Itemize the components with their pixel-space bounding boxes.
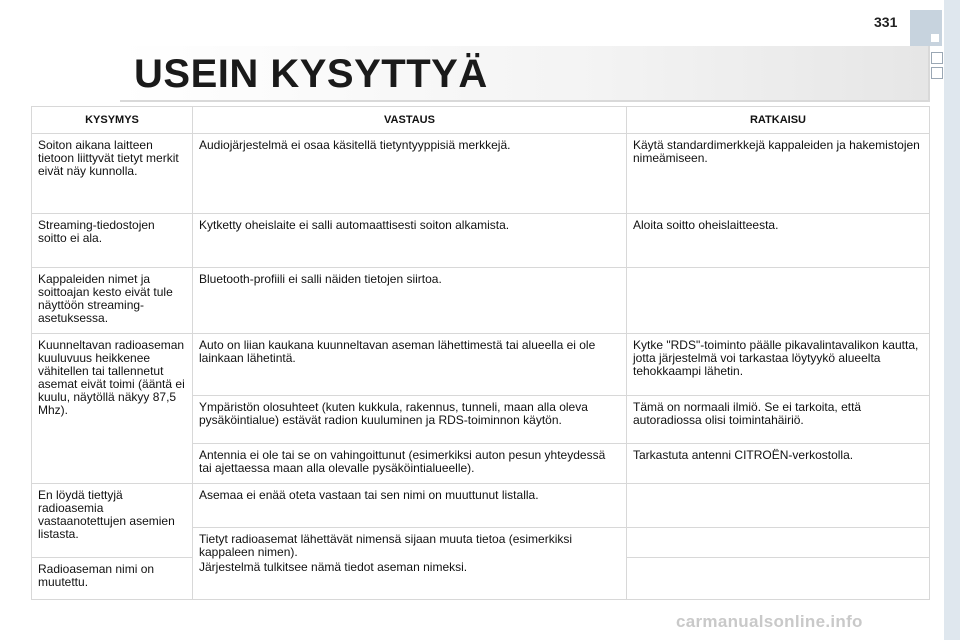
answer-text: Järjestelmä tulkitsee nämä tiedot aseman nimeksi. — [199, 560, 468, 574]
question-cell: Soiton aikana laitteen tietoon liittyvät tietyt merkit eivät näy kunnolla. — [32, 134, 193, 214]
answer-cell: Ympäristön olosuhteet (kuten kukkula, rakennus, tunneli, maan alla oleva pysäköintialue) estävät radion kuuluminen ja RDS-toiminnon käytön. — [193, 396, 627, 444]
solution-cell: Käytä standardimerkkejä kappaleiden ja hakemistojen nimeämiseen. — [627, 134, 930, 214]
solution-cell: Kytke "RDS"-toiminto päälle pikavalintavalikon kautta, jotta järjestelmä voi tarkastaa löytyykö alueelta tehokkaampi lähetin. — [627, 334, 930, 396]
answer-cell: Kytketty oheislaite ei salli automaattisesti soiton alkamista. — [193, 214, 627, 268]
faq-table — [31, 106, 930, 600]
table-row — [32, 134, 930, 214]
table-row — [32, 484, 930, 528]
question-cell: Kappaleiden nimet ja soittoajan kesto eivät tule näyttöön streaming-asetuksessa. — [32, 268, 193, 334]
watermark-logo: carmanualsonline.info — [676, 612, 863, 631]
table-row — [32, 334, 930, 396]
solution-cell: Tämä on normaali ilmiö. Se ei tarkoita, että autoradiossa olisi toimintahäiriö. — [627, 396, 930, 444]
solution-cell — [627, 558, 930, 600]
answer-text: Tietyt radioasemat lähettävät nimensä sijaan muuta tietoa (esimerkiksi kappaleen nimen). — [199, 532, 573, 559]
solution-cell: Tarkastuta antenni CITROËN-verkostolla. — [627, 444, 930, 484]
column-header-question: KYSYMYS — [32, 107, 193, 134]
table-header-row — [32, 107, 930, 134]
question-cell: Radioaseman nimi on muutettu. — [32, 558, 193, 600]
page-title: USEIN KYSYTTYÄ — [134, 52, 488, 96]
question-cell: En löydä tiettyjä radioasemia vastaanotettujen asemien listasta. — [32, 484, 193, 558]
table-row — [32, 268, 930, 334]
solution-cell — [627, 484, 930, 528]
section-tab-marker — [931, 34, 939, 42]
answer-cell: Audiojärjestelmä ei osaa käsitellä tietyntyyppisiä merkkejä. — [193, 134, 627, 214]
question-cell: Kuunneltavan radioaseman kuuluvuus heikkenee vähitellen tai tallennetut asemat eivät toimi (ääntä ei kuulu, näytöllä näkyy 87,5 Mhz). — [32, 334, 193, 484]
question-cell: Streaming-tiedostojen soitto ei ala. — [32, 214, 193, 268]
answer-cell: Bluetooth-profiili ei salli näiden tietojen siirtoa. — [193, 268, 627, 334]
side-strip — [944, 0, 960, 640]
nav-square-icon — [931, 67, 943, 79]
solution-cell — [627, 268, 930, 334]
answer-cell: Auto on liian kaukana kuunneltavan aseman lähettimestä tai alueella ei ole lainkaan lähetintä. — [193, 334, 627, 396]
nav-square-icon — [931, 52, 943, 64]
solution-cell — [627, 528, 930, 558]
column-header-solution: RATKAISU — [627, 107, 930, 134]
table-row — [32, 214, 930, 268]
answer-cell — [193, 528, 627, 600]
column-header-answer: VASTAUS — [193, 107, 627, 134]
answer-cell: Asemaa ei enää oteta vastaan tai sen nimi on muuttunut listalla. — [193, 484, 627, 528]
answer-cell: Antennia ei ole tai se on vahingoittunut (esimerkiksi auton pesun yhteydessä tai ajettaessa maan alla olevalle pysäköintialueelle). — [193, 444, 627, 484]
solution-cell: Aloita soitto oheislaitteesta. — [627, 214, 930, 268]
page-number: 331 — [874, 14, 898, 30]
